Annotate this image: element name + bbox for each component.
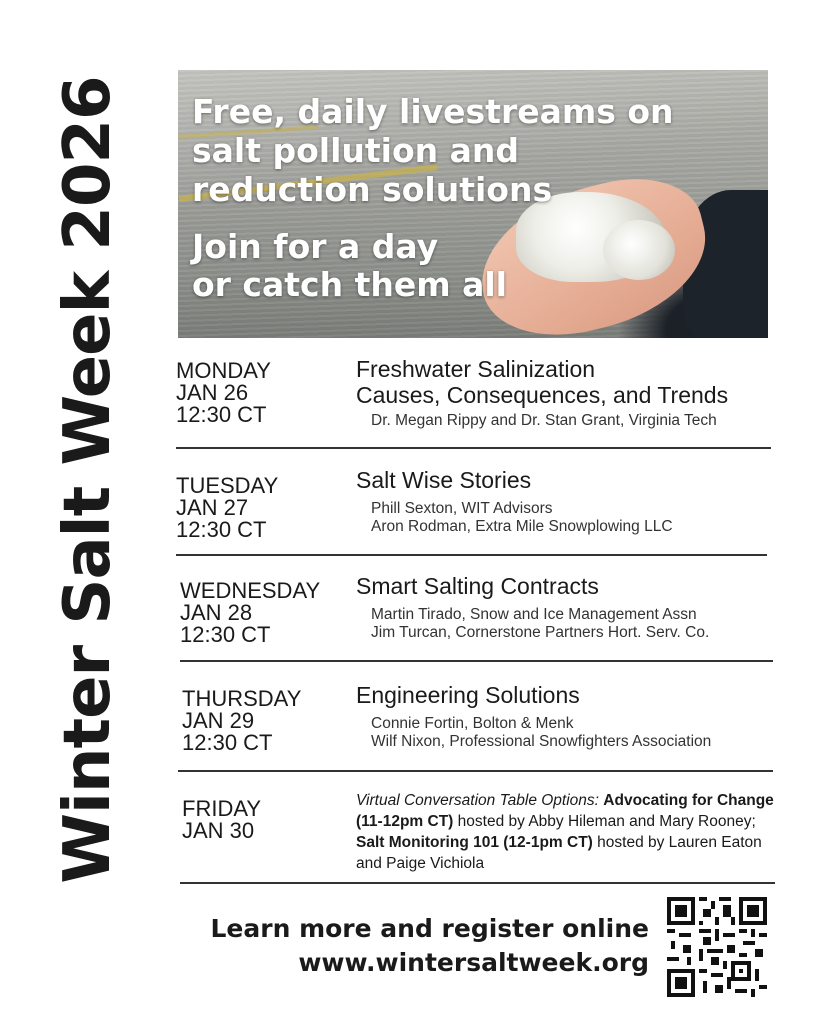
event-speaker: Aron Rodman, Extra Mile Snowplowing LLC [371, 518, 673, 535]
friday-event-description [356, 790, 776, 874]
day-date: JAN 28 [180, 600, 253, 625]
day-date: JAN 29 [182, 708, 255, 733]
event-speaker: Martin Tirado, Snow and Ice Management Assn [371, 606, 697, 623]
vertical-title-container [38, 70, 138, 890]
day-block-friday [182, 798, 261, 842]
event-subtitle: Causes, Consequences, and Trends [356, 382, 729, 408]
day-block-tuesday [176, 475, 278, 541]
friday-session-2: Salt Monitoring 101 (12-1pm CT) [356, 834, 593, 851]
day-name: THURSDAY [182, 686, 302, 711]
hero-subline: Join for a day or catch them all [192, 227, 507, 304]
day-name: MONDAY [176, 358, 271, 383]
friday-session-1: Advocating for Change (11-12pm CT) [356, 792, 774, 830]
day-block-thursday [182, 688, 301, 754]
event-title: Engineering Solutions [356, 682, 580, 708]
divider [176, 554, 767, 556]
website-link[interactable]: www.wintersaltweek.org [298, 948, 649, 977]
divider [180, 660, 773, 662]
event-monday [356, 356, 728, 430]
day-date: JAN 26 [176, 380, 249, 405]
day-date: JAN 27 [176, 495, 249, 520]
day-name: FRIDAY [182, 796, 262, 821]
day-block-wednesday [180, 580, 320, 646]
day-date: JAN 30 [182, 818, 255, 843]
day-time: 12:30 CT [176, 517, 267, 542]
event-title: Salt Wise Stories [356, 467, 532, 493]
event-title: Smart Salting Contracts [356, 573, 599, 599]
divider [180, 882, 775, 884]
day-time: 12:30 CT [180, 622, 271, 647]
poster-title: Winter Salt Week 2026 [51, 76, 125, 884]
day-name: TUESDAY [176, 473, 279, 498]
day-time: 12:30 CT [182, 730, 273, 755]
event-wednesday [356, 573, 709, 642]
hero-headline: Free, daily livestreams on salt pollution and reduction solutions [192, 92, 674, 209]
friday-hosts-2: hosted by Lauren Eaton and Paige Vichiola [356, 834, 762, 872]
event-title: Freshwater Salinization [356, 356, 596, 382]
friday-intro: Virtual Conversation Table Options: [356, 792, 599, 809]
divider [176, 447, 771, 449]
friday-hosts-1: hosted by Abby Hileman and Mary Rooney; [457, 813, 756, 830]
register-cta: Learn more and register online [210, 914, 649, 943]
event-speaker: Wilf Nixon, Professional Snowfighters Association [371, 733, 712, 750]
event-speaker: Phill Sexton, WIT Advisors [371, 500, 553, 517]
event-speaker: Jim Turcan, Cornerstone Partners Hort. Serv. Co. [371, 624, 710, 641]
event-thursday [356, 682, 711, 751]
salt-chunk [603, 220, 675, 280]
day-name: WEDNESDAY [180, 578, 321, 603]
day-block-monday [176, 360, 271, 426]
qr-code-icon[interactable] [667, 897, 767, 997]
event-tuesday [356, 467, 673, 536]
hero-image [178, 70, 768, 338]
event-speaker: Connie Fortin, Bolton & Menk [371, 715, 574, 732]
day-time: 12:30 CT [176, 402, 267, 427]
event-speaker: Dr. Megan Rippy and Dr. Stan Grant, Virginia Tech [371, 412, 717, 429]
divider [178, 770, 773, 772]
